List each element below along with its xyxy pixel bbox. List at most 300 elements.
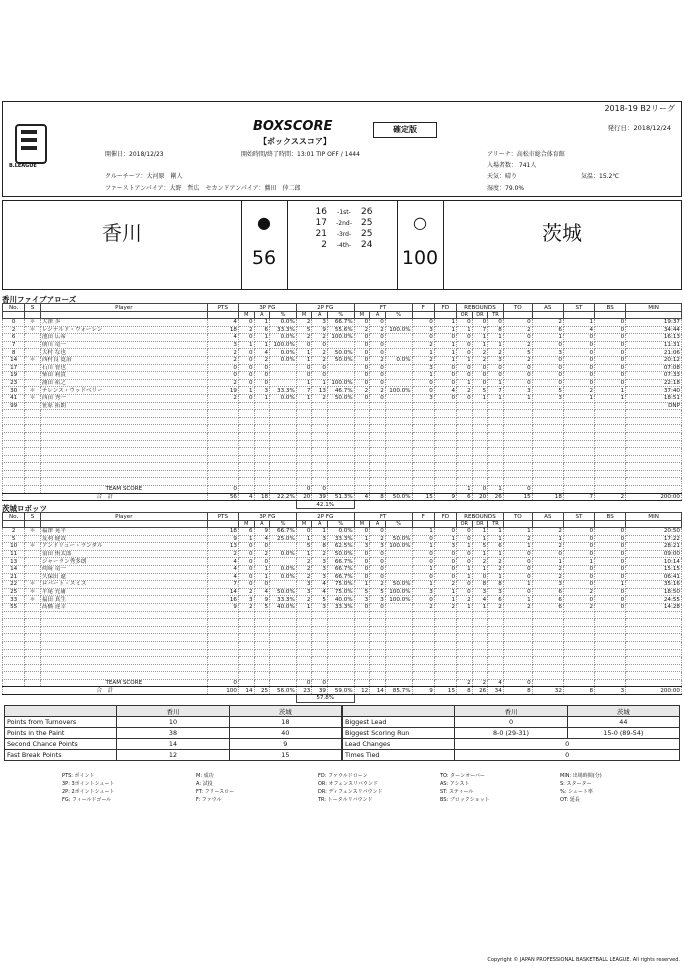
stat-cell — [25, 619, 41, 627]
quarter-home-score: 2 — [321, 240, 327, 250]
stat-cell: 50.0% — [385, 581, 412, 589]
stat-cell — [457, 619, 473, 627]
player-name: 須田 侑太郎 — [40, 550, 207, 558]
stat-cell: 0 — [457, 364, 473, 372]
summary-row — [343, 750, 680, 761]
attendance: 入場者数： 741人 — [487, 162, 537, 169]
table-row — [3, 611, 682, 619]
quarter-home-score: 16 — [315, 207, 327, 217]
stat-cell: 33.3% — [270, 387, 297, 395]
stat-cell: 1 — [595, 394, 626, 402]
stat-cell: 1 — [563, 558, 594, 566]
stat-cell — [385, 528, 412, 536]
stat-cell: 0 — [370, 319, 386, 327]
stat-cell — [434, 634, 456, 642]
stat-cell — [385, 619, 412, 627]
stat-cell: 55 — [3, 603, 25, 611]
column-header: PTS — [207, 304, 238, 312]
stat-cell: 0 — [563, 334, 594, 342]
summary-away-value: 44 — [567, 717, 679, 728]
legend-item: S: スターター — [560, 781, 592, 787]
stat-cell: 1 — [457, 543, 473, 551]
stat-cell — [296, 478, 312, 486]
stat-cell — [25, 417, 41, 425]
stat-cell — [563, 417, 594, 425]
summary-value: 0 — [455, 739, 680, 750]
stat-cell — [488, 672, 504, 680]
stat-cell: 0.0% — [270, 349, 297, 357]
stat-cell — [254, 463, 270, 471]
stat-cell: 2 — [472, 558, 488, 566]
stat-cell — [312, 425, 328, 433]
stat-cell — [207, 611, 238, 619]
stat-cell — [434, 410, 456, 418]
stat-cell — [354, 626, 370, 634]
stat-cell: 2 — [312, 349, 328, 357]
stat-cell: 0.0% — [270, 356, 297, 364]
stat-cell: 2 — [296, 565, 312, 573]
stat-cell — [595, 672, 626, 680]
stat-cell — [3, 448, 25, 456]
stat-cell — [412, 470, 434, 478]
summary-home-value: 10 — [117, 717, 229, 728]
total-cell: 8 — [370, 493, 386, 501]
stat-cell: 1 — [296, 349, 312, 357]
total-cell: 23 — [296, 687, 312, 695]
stat-cell: 24:55 — [626, 596, 682, 604]
quarter-label: -4th- — [336, 242, 352, 249]
stat-cell: 0 — [503, 319, 532, 327]
season: 2018-19 B2リーグ — [604, 104, 675, 113]
team-score-row — [3, 679, 682, 687]
stat-cell: 0 — [254, 581, 270, 589]
stat-cell: 0 — [595, 535, 626, 543]
player-name — [40, 470, 207, 478]
player-name: TEAM SCORE — [40, 679, 207, 687]
stat-cell: 0 — [434, 573, 456, 581]
stat-cell: 0 — [312, 679, 328, 687]
stat-cell: 2 — [563, 588, 594, 596]
legend-item: ST: スティール — [440, 789, 474, 795]
stat-cell: 2 — [312, 550, 328, 558]
stat-cell — [25, 558, 41, 566]
stat-cell: 20:12 — [626, 356, 682, 364]
stat-cell: 0 — [457, 558, 473, 566]
stat-cell — [595, 619, 626, 627]
weather: 天気：晴り — [487, 173, 518, 180]
summary-away-value: 18 — [229, 717, 341, 728]
stat-cell — [270, 379, 297, 387]
stat-cell — [472, 626, 488, 634]
stat-cell — [254, 410, 270, 418]
stat-cell: 0 — [412, 558, 434, 566]
column-subheader — [412, 312, 434, 319]
quarter-row — [287, 207, 397, 218]
stat-cell — [563, 432, 594, 440]
stat-cell: 0 — [412, 535, 434, 543]
stat-cell — [412, 649, 434, 657]
stat-cell — [354, 619, 370, 627]
stat-cell — [207, 410, 238, 418]
stat-cell — [270, 611, 297, 619]
stat-cell: 0 — [207, 486, 238, 494]
stat-cell — [296, 641, 312, 649]
quarter-label: -1st- — [337, 209, 351, 216]
column-subheader: DR — [472, 312, 488, 319]
stat-cell — [296, 455, 312, 463]
stat-cell: 0 — [312, 486, 328, 494]
stat-cell: 1 — [312, 528, 328, 536]
legend-item: FG: フィールドゴール — [62, 797, 112, 803]
stat-cell: 0.0% — [270, 319, 297, 327]
stat-cell — [354, 486, 370, 494]
status-badge: 確定版 — [373, 122, 437, 138]
stat-cell: 2 — [488, 565, 504, 573]
total-cell: 26 — [472, 687, 488, 695]
stat-cell — [207, 649, 238, 657]
stat-cell: 0 — [595, 372, 626, 380]
stat-cell: 2 — [434, 603, 456, 611]
summary-row — [343, 717, 680, 728]
stat-cell: 2 — [488, 349, 504, 357]
stat-cell: 1 — [532, 558, 563, 566]
column-header: Player — [40, 304, 207, 312]
stat-cell: 1 — [595, 387, 626, 395]
league-logo-text: B.LEAGUE — [9, 163, 37, 169]
stat-cell — [488, 626, 504, 634]
stat-cell: 0 — [595, 565, 626, 573]
stat-cell — [207, 417, 238, 425]
player-name — [40, 478, 207, 486]
stat-cell — [370, 478, 386, 486]
stat-cell — [327, 626, 354, 634]
stat-cell — [472, 425, 488, 433]
stat-cell — [296, 425, 312, 433]
stat-cell — [532, 417, 563, 425]
quarter-scores — [287, 207, 397, 251]
spacer-cell — [370, 695, 386, 703]
stat-cell — [412, 611, 434, 619]
stat-cell: 25.0% — [270, 535, 297, 543]
stat-cell — [207, 448, 238, 456]
stat-cell — [207, 455, 238, 463]
stat-cell — [563, 619, 594, 627]
total-cell: 2 — [595, 493, 626, 501]
stat-cell — [207, 425, 238, 433]
column-header: 2P FG — [296, 513, 354, 521]
stat-cell: 1 — [472, 550, 488, 558]
stat-cell: 0 — [412, 387, 434, 395]
stat-cell: 40.0% — [270, 603, 297, 611]
player-name: 西田 秀一 — [40, 394, 207, 402]
total-cell: 50.0% — [385, 493, 412, 501]
stat-cell: 30 — [3, 387, 25, 395]
stat-cell: 0 — [354, 356, 370, 364]
stat-cell: 2 — [207, 550, 238, 558]
stat-cell: 8 — [488, 581, 504, 589]
stat-cell — [503, 432, 532, 440]
stat-cell: 0 — [254, 372, 270, 380]
stat-cell — [457, 672, 473, 680]
stat-cell — [457, 657, 473, 665]
column-subheader — [503, 312, 532, 319]
stat-cell — [434, 641, 456, 649]
stat-cell — [472, 463, 488, 471]
stat-cell: 6 — [532, 326, 563, 334]
stat-cell: 14:28 — [626, 603, 682, 611]
player-name: 福田 真生 — [40, 596, 207, 604]
stat-cell: 62.5% — [327, 543, 354, 551]
legend-item: PTS: ポイント — [62, 773, 95, 779]
stat-cell — [472, 440, 488, 448]
stat-cell — [563, 455, 594, 463]
stat-cell: 10 — [3, 543, 25, 551]
stat-cell — [472, 470, 488, 478]
stat-cell — [296, 626, 312, 634]
stat-cell — [327, 478, 354, 486]
stat-cell: 5 — [354, 588, 370, 596]
stat-cell — [327, 417, 354, 425]
stat-cell: 0 — [434, 372, 456, 380]
stat-cell: 0 — [412, 319, 434, 327]
stat-cell: 3 — [312, 573, 328, 581]
stat-cell: 1 — [488, 394, 504, 402]
summary-blank — [5, 706, 117, 717]
stat-cell: ＊ — [25, 394, 41, 402]
stat-cell: 2 — [296, 558, 312, 566]
stat-cell: 28:21 — [626, 543, 682, 551]
stat-cell — [3, 657, 25, 665]
stat-cell: 0.0% — [270, 550, 297, 558]
stat-cell: 0 — [207, 372, 238, 380]
stat-cell: 0 — [472, 319, 488, 327]
stat-cell — [354, 463, 370, 471]
stat-cell: 0 — [354, 528, 370, 536]
stat-cell — [563, 402, 594, 410]
stat-cell: 3 — [312, 603, 328, 611]
stat-cell: 4 — [434, 387, 456, 395]
summary-row — [343, 728, 680, 739]
stat-cell — [296, 672, 312, 680]
summary-label: Fast Break Points — [5, 750, 117, 761]
column-subheader — [434, 521, 456, 528]
stat-cell: 4 — [488, 679, 504, 687]
stat-cell — [270, 417, 297, 425]
stat-cell — [207, 634, 238, 642]
total-cell: 4 — [238, 493, 254, 501]
legend-item: MIN: 出場時間(分) — [560, 773, 602, 779]
spacer-cell — [457, 501, 473, 509]
stat-cell — [207, 626, 238, 634]
stat-cell: 3 — [488, 356, 504, 364]
stat-cell: 0 — [370, 341, 386, 349]
stat-cell — [296, 634, 312, 642]
spacer-cell — [457, 695, 473, 703]
stat-cell: ＊ — [25, 588, 41, 596]
stat-cell — [532, 432, 563, 440]
column-subheader: TR — [488, 521, 504, 528]
stat-cell — [626, 478, 682, 486]
stat-cell: DNP — [626, 402, 682, 410]
stat-cell — [563, 672, 594, 680]
column-header: F — [412, 513, 434, 521]
totals-row — [3, 493, 682, 501]
stat-cell: 0 — [595, 528, 626, 536]
column-subheader — [563, 312, 594, 319]
stat-cell — [472, 641, 488, 649]
column-subheader: A — [254, 312, 270, 319]
stat-cell — [503, 470, 532, 478]
column-header: PTS — [207, 513, 238, 521]
column-subheader — [40, 312, 207, 319]
stat-cell: 2 — [434, 581, 456, 589]
stat-cell — [327, 679, 354, 687]
stat-cell — [25, 463, 41, 471]
stat-cell: 2 — [254, 356, 270, 364]
stat-cell — [385, 679, 412, 687]
stat-cell: 5 — [254, 603, 270, 611]
player-name — [40, 611, 207, 619]
legend-item: 2P: 2ポイントシュート — [62, 789, 115, 795]
stat-cell: 35:16 — [626, 581, 682, 589]
stat-cell — [488, 425, 504, 433]
stat-cell — [312, 478, 328, 486]
stat-cell: 2 — [412, 356, 434, 364]
summary-away-value: 15 — [229, 750, 341, 761]
stat-cell — [238, 634, 254, 642]
stat-cell: 1 — [457, 356, 473, 364]
stat-cell: 0 — [563, 550, 594, 558]
column-subheader — [207, 312, 238, 319]
player-name — [40, 672, 207, 680]
table-header-row — [3, 513, 682, 521]
stat-cell — [626, 679, 682, 687]
stat-cell — [472, 432, 488, 440]
stat-cell: 3 — [312, 565, 328, 573]
stat-cell — [385, 349, 412, 357]
stat-cell — [385, 558, 412, 566]
stat-cell: 2 — [503, 326, 532, 334]
stat-cell — [238, 641, 254, 649]
player-name: 髙橋 達幸 — [40, 603, 207, 611]
stat-cell: 1 — [457, 326, 473, 334]
total-cell: 85.7% — [385, 687, 412, 695]
stat-cell — [385, 565, 412, 573]
stat-cell: 2 — [370, 581, 386, 589]
stat-cell: 22:18 — [626, 379, 682, 387]
stat-cell — [296, 432, 312, 440]
table-row — [3, 565, 682, 573]
player-name: 笹原 拓朗 — [40, 402, 207, 410]
stat-cell: 0 — [595, 543, 626, 551]
stat-cell: 3 — [412, 364, 434, 372]
total-cell: 12 — [354, 687, 370, 695]
column-subheader — [595, 521, 626, 528]
stat-cell: 2 — [503, 603, 532, 611]
stat-cell: 3 — [254, 387, 270, 395]
player-name — [40, 417, 207, 425]
stat-cell — [385, 470, 412, 478]
table-row — [3, 356, 682, 364]
column-header: 3P FG — [238, 304, 296, 312]
stat-cell — [238, 470, 254, 478]
stat-cell — [412, 425, 434, 433]
column-subheader: M — [238, 521, 254, 528]
stat-cell — [296, 664, 312, 672]
stat-cell: 0 — [457, 341, 473, 349]
stat-cell: 11 — [3, 550, 25, 558]
stat-cell — [370, 440, 386, 448]
summary-row — [5, 717, 342, 728]
spacer-cell — [503, 695, 532, 703]
stat-cell — [385, 672, 412, 680]
stat-cell: 0 — [563, 341, 594, 349]
stat-cell: 0 — [563, 543, 594, 551]
stat-cell: 7 — [296, 387, 312, 395]
stat-cell — [238, 410, 254, 418]
stat-cell: ＊ — [25, 356, 41, 364]
stat-cell: 100.0% — [385, 588, 412, 596]
summary-away-value: 40 — [229, 728, 341, 739]
stat-cell: 0 — [434, 558, 456, 566]
stat-cell — [254, 634, 270, 642]
table-row — [3, 349, 682, 357]
stat-cell: 0 — [434, 379, 456, 387]
stat-cell: 18 — [207, 528, 238, 536]
stat-cell: 1 — [238, 535, 254, 543]
stat-cell: 0.0% — [270, 565, 297, 573]
stat-cell — [503, 425, 532, 433]
fg-pct-row — [3, 695, 682, 703]
stat-cell: 2 — [207, 356, 238, 364]
stat-cell — [270, 463, 297, 471]
stat-cell: 1 — [434, 341, 456, 349]
stat-cell: 1 — [472, 341, 488, 349]
stat-cell: 0 — [412, 334, 434, 342]
stat-cell: 21:06 — [626, 349, 682, 357]
stat-cell — [488, 649, 504, 657]
stat-cell — [254, 425, 270, 433]
stat-cell: 66.7% — [327, 573, 354, 581]
stat-cell — [327, 641, 354, 649]
game-date: 開催日：2018/12/23 — [105, 151, 164, 158]
stat-cell — [3, 463, 25, 471]
stat-cell — [532, 641, 563, 649]
stat-cell: 2 — [207, 379, 238, 387]
stat-cell — [254, 626, 270, 634]
stat-cell — [3, 440, 25, 448]
summary-left-table — [4, 705, 342, 761]
stat-cell: 5 — [503, 349, 532, 357]
stat-cell: 0 — [503, 372, 532, 380]
stat-cell: 0 — [238, 565, 254, 573]
stat-cell: 0 — [370, 364, 386, 372]
stat-cell — [370, 649, 386, 657]
stat-cell: 1 — [296, 379, 312, 387]
stat-cell: ＊ — [25, 581, 41, 589]
stat-cell — [595, 455, 626, 463]
player-name — [40, 634, 207, 642]
stat-cell: 0 — [354, 372, 370, 380]
stat-cell: 33 — [3, 596, 25, 604]
stat-cell: 0 — [457, 588, 473, 596]
summary-home-value: 8-0 (29-31) — [455, 728, 567, 739]
table-row — [3, 326, 682, 334]
home-total-score: 56 — [251, 247, 277, 269]
stat-cell: 1 — [488, 379, 504, 387]
stat-cell: 1 — [457, 573, 473, 581]
player-name — [40, 410, 207, 418]
